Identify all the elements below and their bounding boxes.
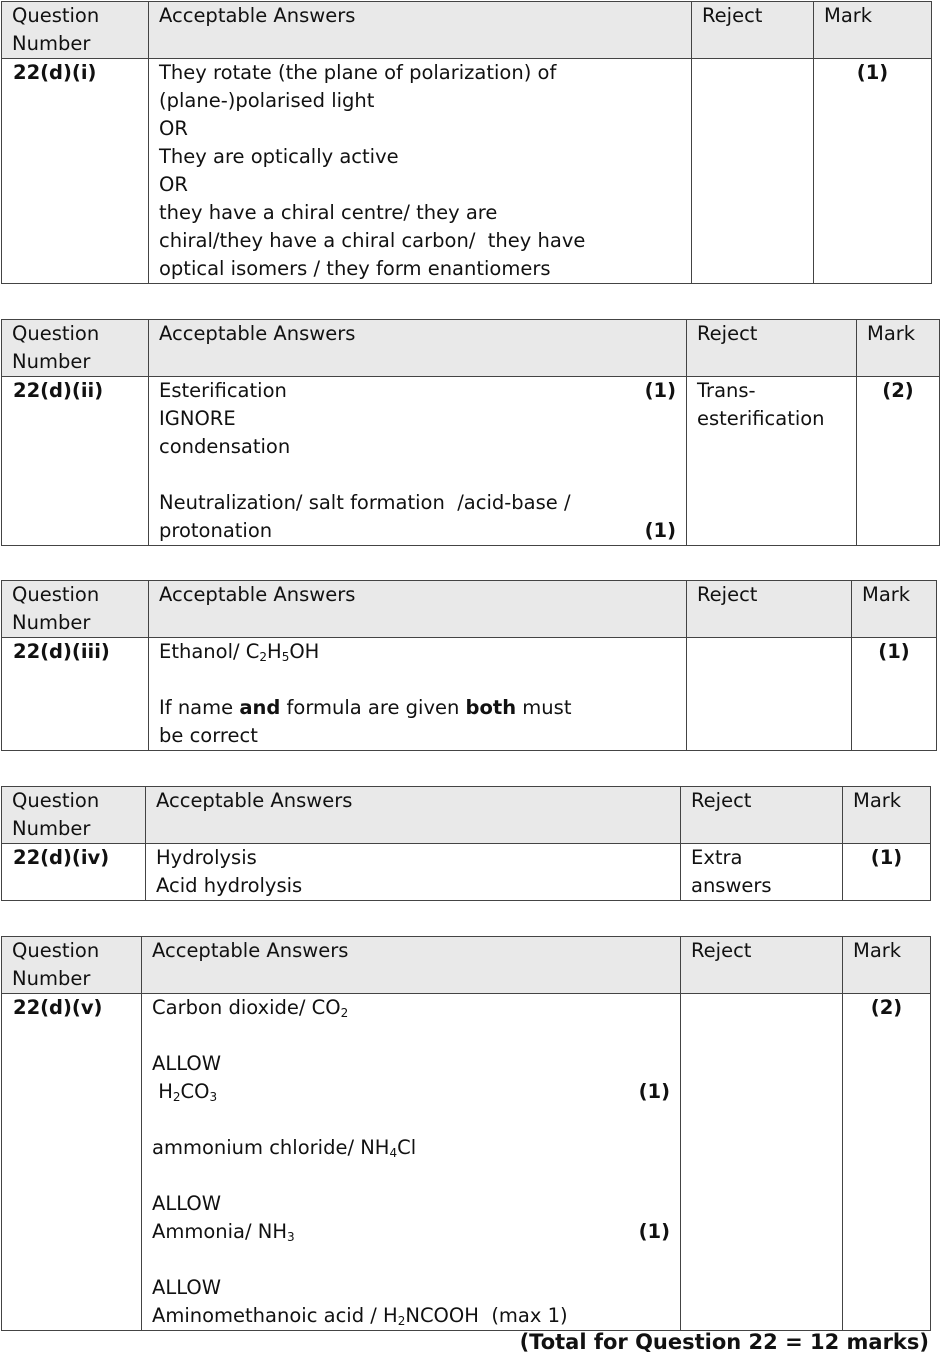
header-reject: Reject <box>681 937 843 994</box>
acceptable-answers-cell <box>146 844 681 901</box>
header-question-number: Question Number <box>2 320 149 377</box>
header-mark: Mark <box>852 581 937 638</box>
answer-line: they have a chiral centre/ they are <box>159 201 498 224</box>
table-row <box>2 638 937 751</box>
answer-line: They are optically active <box>159 145 399 168</box>
header-acceptable-answers: Acceptable Answers <box>149 581 687 638</box>
reject-line: esterification <box>697 407 825 430</box>
allow-label: ALLOW <box>152 1276 222 1299</box>
allow-label: ALLOW <box>152 1052 222 1075</box>
mark-scheme-table-22dv <box>1 936 931 1331</box>
answer-line: They rotate (the plane of polarization) of <box>159 61 557 84</box>
blank-line <box>152 1246 670 1274</box>
header-row <box>2 581 937 638</box>
blank-line <box>159 461 676 489</box>
answer-line: Hydrolysis <box>156 846 257 869</box>
header-acceptable-answers: Acceptable Answers <box>149 320 687 377</box>
header-mark: Mark <box>843 937 931 994</box>
table-row <box>2 994 931 1331</box>
header-row <box>2 2 932 59</box>
header-reject: Reject <box>681 787 843 844</box>
answer-line: condensation <box>159 435 291 458</box>
mark-cell: (2) <box>857 377 940 546</box>
header-reject: Reject <box>687 581 852 638</box>
sub-mark: (1) <box>638 1220 670 1243</box>
answer-line: chiral/they have a chiral carbon/ they have <box>159 229 586 252</box>
reject-line: Trans- <box>697 379 756 402</box>
reject-cell <box>681 844 843 901</box>
answer-line: (1) Ammonia/ $NH_3$ <box>152 1220 670 1244</box>
reject-line: Extra <box>691 846 743 869</box>
blank-line <box>152 1162 670 1190</box>
mark-scheme-table-22diii <box>1 580 937 751</box>
header-mark: Mark <box>814 2 932 59</box>
answer-line: OR <box>159 173 188 196</box>
mark-scheme-table-22div <box>1 786 931 901</box>
mark-cell: (2) <box>843 994 931 1331</box>
answer-line: Carbon dioxide/ $CO_2$ <box>152 996 349 1020</box>
acceptable-answers-cell <box>149 377 687 546</box>
header-question-number: Question Number <box>2 787 146 844</box>
table-row <box>2 844 931 901</box>
question-total: (Total for Question 22 = 12 marks) <box>519 1330 929 1354</box>
sub-mark: (1) <box>644 379 676 402</box>
answer-line: OR <box>159 117 188 140</box>
reject-cell <box>687 377 857 546</box>
mark-cell: (1) <box>814 59 932 284</box>
mark-cell: (1) <box>843 844 931 901</box>
blank-line <box>152 1106 670 1134</box>
table-row <box>2 377 940 546</box>
answer-line: Ethanol/ $C_2H_5OH$ <box>159 640 320 664</box>
answer-note: be correct <box>159 724 258 747</box>
answer-note: If name and formula are given both must <box>159 696 572 719</box>
answer-line: Acid hydrolysis <box>156 874 303 897</box>
question-number: 22(d)(v) <box>2 994 142 1331</box>
answer-line: optical isomers / they form enantiomers <box>159 257 551 280</box>
reject-cell <box>692 59 814 284</box>
answer-line: Neutralization/ salt formation /acid-base / <box>159 491 571 514</box>
answer-line: Aminomethanoic acid / $H_2NCOOH$ (max 1) <box>152 1304 568 1328</box>
header-row <box>2 937 931 994</box>
header-reject: Reject <box>687 320 857 377</box>
header-question-number: Question Number <box>2 2 149 59</box>
acceptable-answers-cell <box>149 59 692 284</box>
header-reject: Reject <box>692 2 814 59</box>
answer-line: (plane-)polarised light <box>159 89 375 112</box>
sub-mark: (1) <box>644 519 676 542</box>
reject-cell <box>681 994 843 1331</box>
header-row <box>2 320 940 377</box>
header-acceptable-answers: Acceptable Answers <box>142 937 681 994</box>
reject-line: answers <box>691 874 772 897</box>
question-number: 22(d)(i) <box>2 59 149 284</box>
sub-mark: (1) <box>638 1080 670 1103</box>
answer-line: IGNORE <box>159 407 236 430</box>
answer-line: (1) protonation <box>159 517 676 545</box>
acceptable-answers-cell <box>149 638 687 751</box>
mark-scheme-table-22dii <box>1 319 940 546</box>
answer-line: ammonium chloride/ $NH_4Cl$ <box>152 1136 417 1160</box>
header-question-number: Question Number <box>2 581 149 638</box>
table-row <box>2 59 932 284</box>
answer-line: (1) $H_2CO_3$ <box>152 1080 670 1104</box>
answer-line: (1) Esterification <box>159 377 676 405</box>
header-row <box>2 787 931 844</box>
allow-label: ALLOW <box>152 1192 222 1215</box>
acceptable-answers-cell <box>142 994 681 1331</box>
question-number: 22(d)(iii) <box>2 638 149 751</box>
question-number: 22(d)(iv) <box>2 844 146 901</box>
mark-scheme-table-22di <box>1 1 932 284</box>
header-acceptable-answers: Acceptable Answers <box>146 787 681 844</box>
question-number: 22(d)(ii) <box>2 377 149 546</box>
header-question-number: Question Number <box>2 937 142 994</box>
header-mark: Mark <box>843 787 931 844</box>
header-acceptable-answers: Acceptable Answers <box>149 2 692 59</box>
mark-cell: (1) <box>852 638 937 751</box>
blank-line <box>152 1022 670 1050</box>
header-mark: Mark <box>857 320 940 377</box>
reject-cell <box>687 638 852 751</box>
blank-line <box>159 666 676 694</box>
